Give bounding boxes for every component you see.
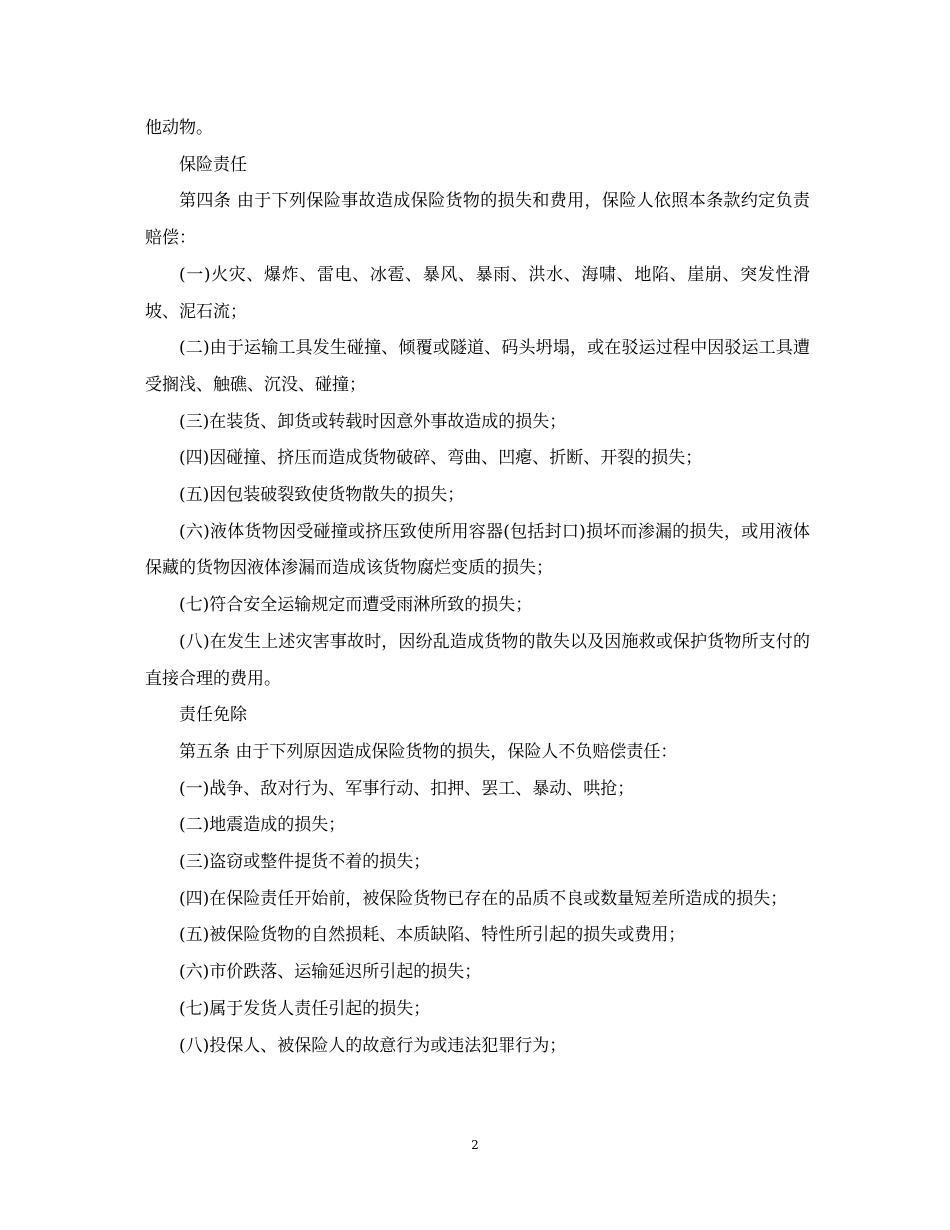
section-heading-insurance-liability: 保险责任 xyxy=(179,154,247,175)
article-4: 第四条 由于下列保险事故造成保险货物的损失和费用，保险人依照本条款约定负责赔偿： xyxy=(145,191,810,249)
article-5-item-8: (八)投保人、被保险人的故意行为或违法犯罪行为； xyxy=(179,1035,567,1056)
article-4-item-3: (三)在装货、卸货或转载时因意外事故造成的损失； xyxy=(179,411,567,432)
article-4-item-6: (六)液体货物因受碰撞或挤压致使所用容器(包括封口)损坏而渗漏的损失，或用液体保藏的货物因液体渗漏而造成该货物腐烂变质的损失； xyxy=(145,521,810,579)
article-4-item-1: (一)火灾、爆炸、雷电、冰雹、暴风、暴雨、洪水、海啸、地陷、崖崩、突发性滑坡、泥石流； xyxy=(145,264,810,322)
article-5-item-7: (七)属于发货人责任引起的损失； xyxy=(179,998,431,1019)
paragraph-continuation: 他动物。 xyxy=(145,118,213,138)
article-5: 第五条 由于下列原因造成保险货物的损失，保险人不负赔偿责任： xyxy=(179,741,678,762)
article-4-item-4: (四)因碰撞、挤压而造成货物破碎、弯曲、凹瘪、折断、开裂的损失； xyxy=(179,448,703,469)
article-4-item-2: (二)由于运输工具发生碰撞、倾覆或隧道、码头坍塌，或在驳运过程中因驳运工具遭受搁浅、触礁、沉没、碰撞； xyxy=(145,338,810,395)
article-5-item-1: (一)战争、敌对行为、军事行动、扣押、罢工、暴动、哄抢； xyxy=(179,778,635,799)
article-5-item-5: (五)被保险货物的自然损耗、本质缺陷、特性所引起的损失或费用； xyxy=(179,925,686,946)
article-4-item-5: (五)因包装破裂致使货物散失的损失； xyxy=(179,485,465,506)
article-5-item-4: (四)在保险责任开始前，被保险货物已存在的品质不良或数量短差所造成的损失； xyxy=(179,888,788,909)
article-5-item-2: (二)地震造成的损失； xyxy=(179,815,346,836)
page-number: 2 xyxy=(471,1138,479,1152)
article-4-item-8: (八)在发生上述灾害事故时，因纷乱造成货物的散失以及因施救或保护货物所支付的直接合理的费用。 xyxy=(145,631,810,689)
section-heading-exclusions: 责任免除 xyxy=(179,705,247,726)
article-5-item-6: (六)市价跌落、运输延迟所引起的损失； xyxy=(179,962,482,983)
article-5-item-3: (三)盗窃或整件提货不着的损失； xyxy=(179,852,431,873)
article-4-item-7: (七)符合安全运输规定而遭受雨淋所致的损失； xyxy=(179,595,533,616)
document-body xyxy=(145,110,810,1064)
